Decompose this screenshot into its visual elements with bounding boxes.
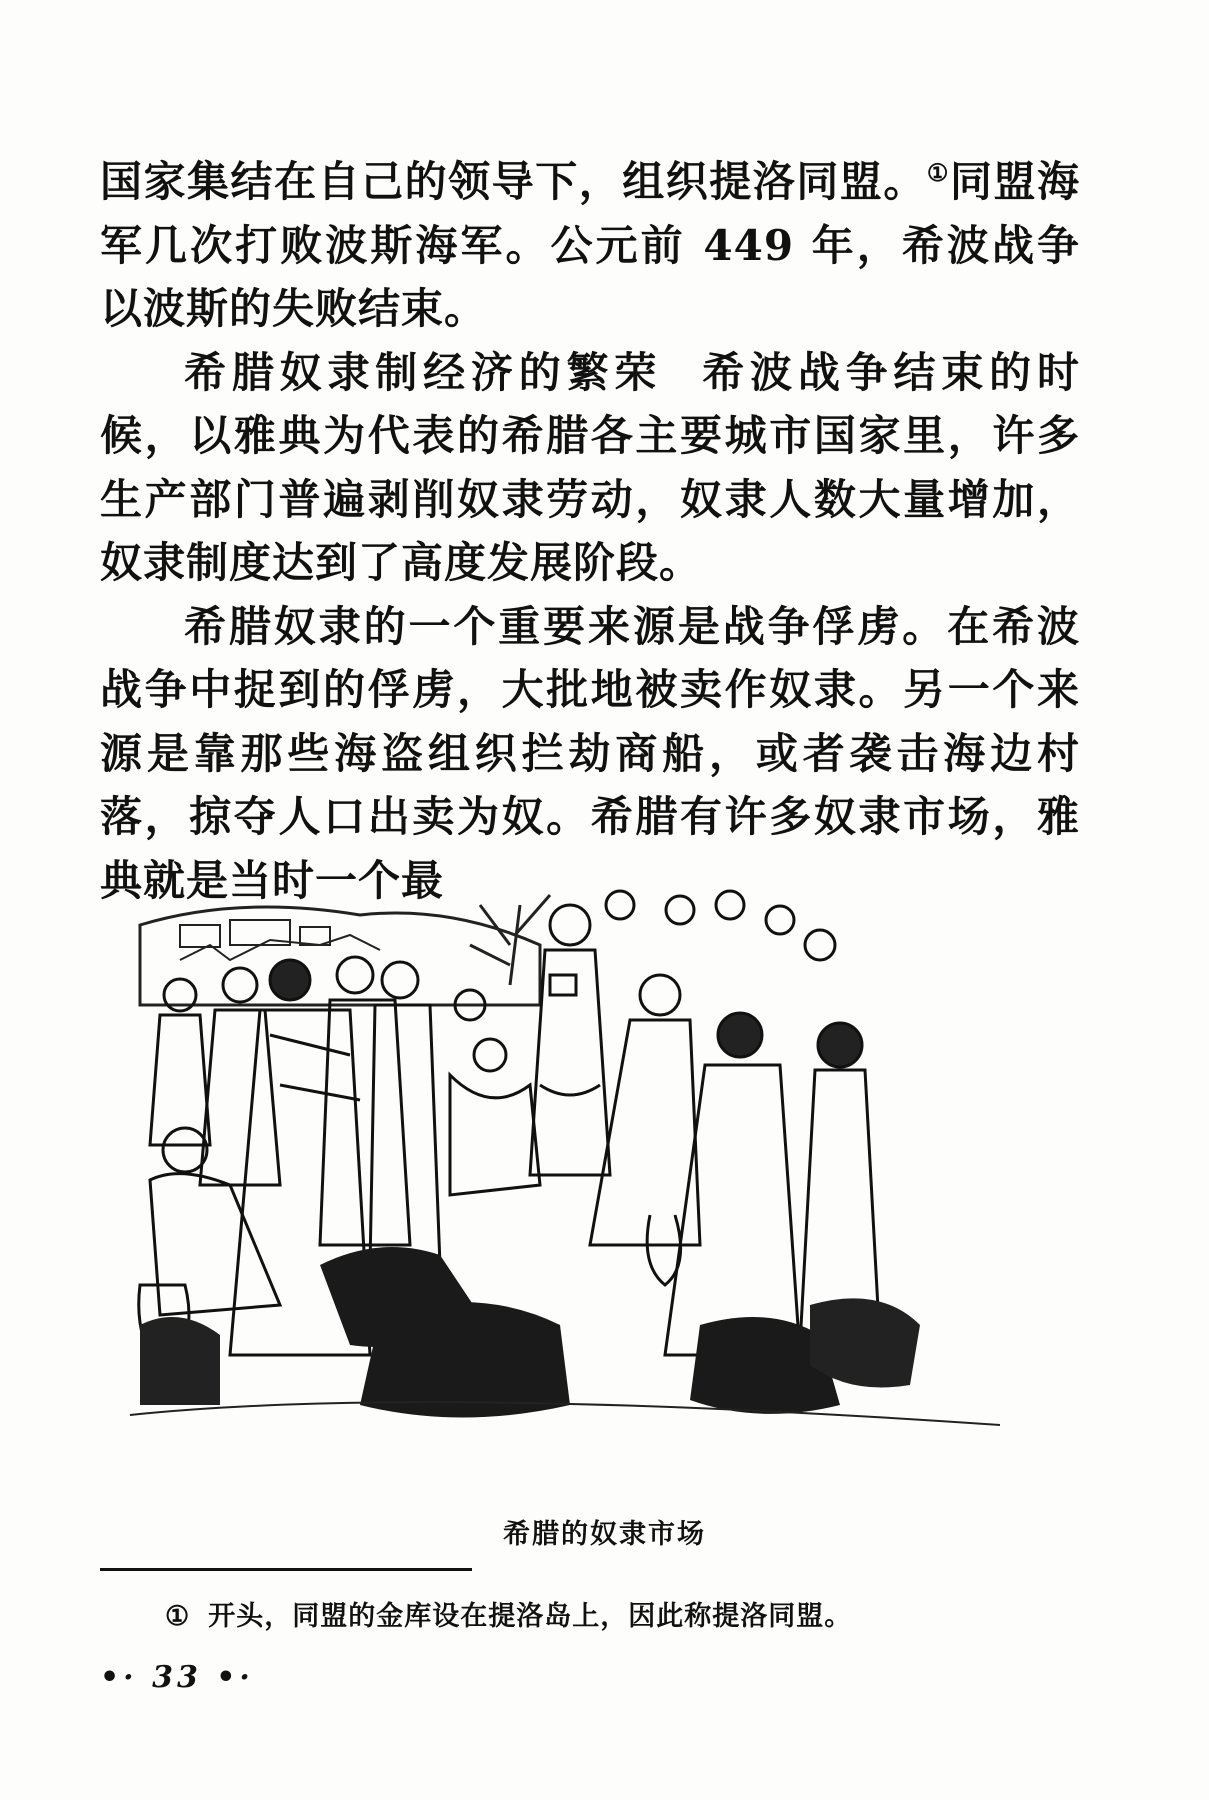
footnote bbox=[165, 1594, 852, 1633]
page-number: •· 33 •· bbox=[100, 1660, 254, 1695]
paragraph-3-text: 希腊奴隶的一个重要来源是战争俘虏。在希波战争中捉到的俘虏，大批地被卖作奴隶。另一个来源是靠那些海盗组织拦劫商船，或者袭击海边村落，掠夺人口出卖为奴。希腊有许多奴隶市场，雅典就是当时一个最 bbox=[100, 601, 1080, 905]
body-text bbox=[100, 150, 1080, 912]
illustration-image bbox=[120, 885, 1020, 1460]
footnote-reference[interactable]: ① bbox=[926, 158, 950, 187]
paragraph-1 bbox=[100, 150, 1080, 341]
paragraph-2-text: 希波战争结束的时候，以雅典为代表的希腊各主要城市国家里，许多生产部门普遍剥削奴隶劳动，奴隶人数大量增加，奴隶制度达到了高度发展阶段。 bbox=[100, 347, 1080, 587]
paragraph-1-text: 国家集结在自己的领导下，组织提洛同盟。 bbox=[100, 157, 927, 206]
slave-market-illustration bbox=[120, 885, 1020, 1460]
paragraph-1-continued: 同盟海军几次打败波斯海军。公元前 449 年，希波战争以波斯的失败结束。 bbox=[100, 157, 1080, 333]
paragraph-2 bbox=[100, 341, 1080, 595]
footnote-divider bbox=[100, 1568, 472, 1571]
footnote-number: ① bbox=[165, 1601, 191, 1632]
footnote-text: 开头，同盟的金库设在提洛岛上，因此称提洛同盟。 bbox=[208, 1601, 853, 1632]
section-heading: 希腊奴隶制经济的繁荣 bbox=[184, 347, 663, 397]
figure-caption: 希腊的奴隶市场 bbox=[503, 1519, 706, 1550]
paragraph-3 bbox=[100, 595, 1080, 913]
